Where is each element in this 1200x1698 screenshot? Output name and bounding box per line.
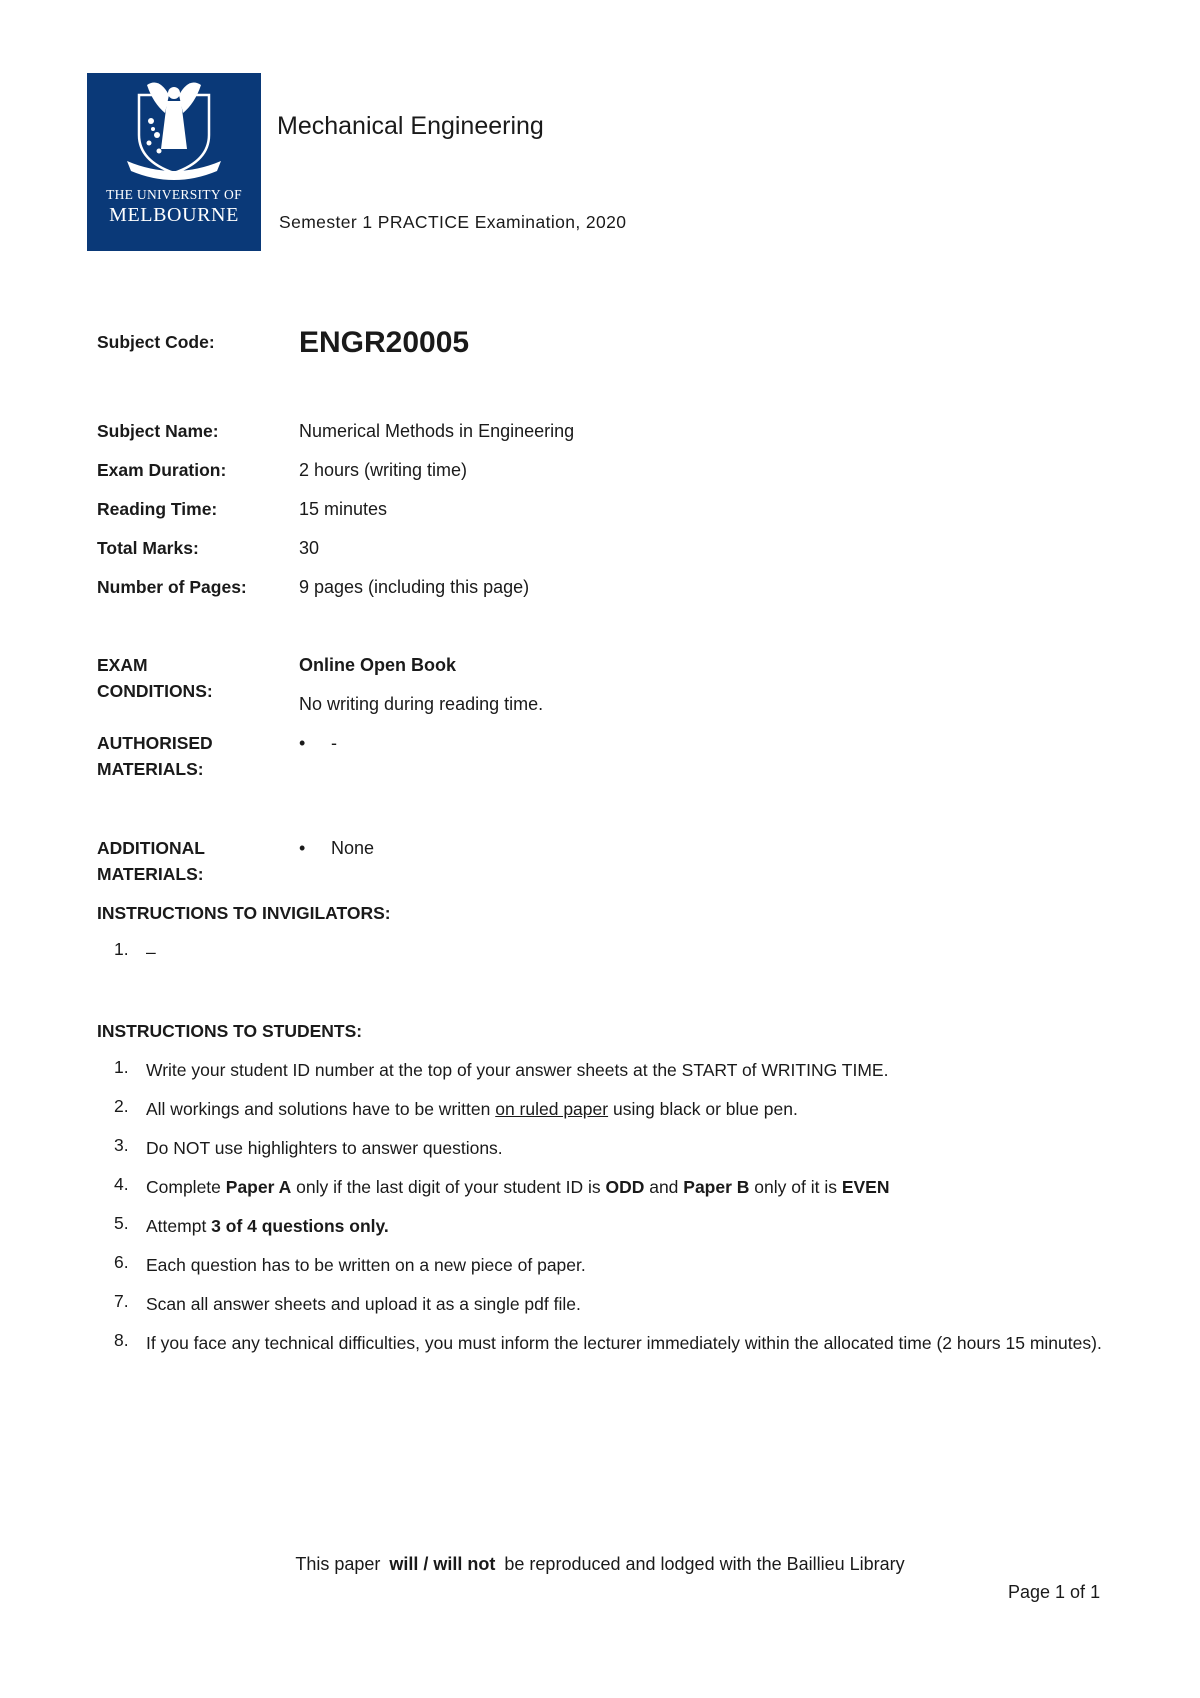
authorised-materials-item bbox=[299, 730, 337, 756]
student-item-number: 2. bbox=[114, 1096, 129, 1116]
additional-materials-label-line1: ADDITIONAL bbox=[97, 838, 205, 858]
authorised-materials-label-line1: AUTHORISED bbox=[97, 733, 213, 753]
exam-conditions-value: Online Open Book bbox=[299, 655, 457, 675]
instruction-text: If you face any technical difficulties, you must inform the lecturer immediately within the allocated time (2 hours 15 minutes). bbox=[146, 1333, 1102, 1353]
student-item-number: 1. bbox=[114, 1057, 129, 1077]
instruction-text: Complete bbox=[146, 1177, 226, 1197]
student-instruction-3 bbox=[146, 1135, 1111, 1161]
instruction-text: Each question has to be written on a new piece of paper. bbox=[146, 1255, 586, 1275]
number-of-pages-value: 9 pages (including this page) bbox=[299, 577, 530, 597]
invigilator-item-number: 1. bbox=[114, 939, 129, 959]
subject-code-label: Subject Code: bbox=[97, 332, 215, 352]
additional-materials-item bbox=[299, 835, 374, 861]
student-instruction-4 bbox=[146, 1174, 1111, 1200]
number-of-pages-label: Number of Pages: bbox=[97, 577, 247, 597]
student-item-number: 7. bbox=[114, 1291, 129, 1311]
subject-name-value: Numerical Methods in Engineering bbox=[299, 421, 575, 441]
student-item-number: 5. bbox=[114, 1213, 129, 1233]
student-item-number: 3. bbox=[114, 1135, 129, 1155]
instruction-text: only of it is bbox=[749, 1177, 842, 1197]
total-marks-value: 30 bbox=[299, 538, 320, 558]
instruction-underlined: on ruled paper bbox=[495, 1099, 609, 1119]
instruction-text: only if the last digit of your student ID is bbox=[291, 1177, 606, 1197]
student-item-number: 4. bbox=[114, 1174, 129, 1194]
subject-code-value: ENGR20005 bbox=[299, 326, 470, 359]
instruction-bold: Paper B bbox=[683, 1177, 750, 1197]
exam-conditions-note: No writing during reading time. bbox=[299, 694, 544, 714]
student-instruction-5 bbox=[146, 1213, 1111, 1239]
exam-title: Semester 1 PRACTICE Examination, 2020 bbox=[279, 212, 627, 232]
instruction-text: using black or blue pen. bbox=[608, 1099, 798, 1119]
instruction-bold: 3 of 4 questions only. bbox=[211, 1216, 389, 1236]
exam-conditions-label-line1: EXAM bbox=[97, 655, 148, 675]
student-instruction-2 bbox=[146, 1096, 1111, 1122]
exam-conditions-label-line2: CONDITIONS: bbox=[97, 681, 213, 701]
invigilator-item-text: – bbox=[146, 942, 156, 962]
reading-time-value: 15 minutes bbox=[299, 499, 388, 519]
additional-materials-label-line2: MATERIALS: bbox=[97, 864, 204, 884]
reading-time-label: Reading Time: bbox=[97, 499, 218, 519]
logo-text-line1: THE UNIVERSITY OF bbox=[106, 187, 242, 202]
instruction-text: Attempt bbox=[146, 1216, 212, 1236]
exam-duration-value: 2 hours (writing time) bbox=[299, 460, 468, 480]
total-marks-label: Total Marks: bbox=[97, 538, 199, 558]
instruction-bold: Paper A bbox=[225, 1177, 292, 1197]
instruction-bold: EVEN bbox=[841, 1177, 890, 1197]
footer-note bbox=[0, 1554, 1200, 1575]
footer-bold: will / will not bbox=[389, 1554, 496, 1574]
subject-name-label: Subject Name: bbox=[97, 421, 219, 441]
instruction-text: Do NOT use highlighters to answer questions. bbox=[146, 1138, 503, 1158]
authorised-materials-text: - bbox=[331, 733, 337, 753]
student-item-number: 6. bbox=[114, 1252, 129, 1272]
instruction-text: Scan all answer sheets and upload it as a single pdf file. bbox=[146, 1294, 581, 1314]
student-instruction-7 bbox=[146, 1291, 1111, 1317]
instruction-bold: ODD bbox=[605, 1177, 645, 1197]
bullet-icon: • bbox=[299, 838, 306, 858]
instruction-text: All workings and solutions have to be written bbox=[146, 1099, 496, 1119]
students-heading: INSTRUCTIONS TO STUDENTS: bbox=[97, 1021, 363, 1041]
footer-text: This paper bbox=[295, 1554, 381, 1574]
department-title: Mechanical Engineering bbox=[277, 112, 544, 140]
student-instruction-8 bbox=[146, 1330, 1111, 1356]
student-instruction-6 bbox=[146, 1252, 1111, 1278]
university-logo bbox=[87, 73, 261, 251]
instruction-text: Write your student ID number at the top of your answer sheets at the START of WRITING TIME. bbox=[146, 1060, 889, 1080]
instruction-text: and bbox=[644, 1177, 684, 1197]
invigilators-heading: INSTRUCTIONS TO INVIGILATORS: bbox=[97, 903, 391, 923]
bullet-icon: • bbox=[299, 733, 306, 753]
crest-icon bbox=[87, 73, 261, 185]
page-number: Page 1 of 1 bbox=[1008, 1582, 1101, 1602]
authorised-materials-label-line2: MATERIALS: bbox=[97, 759, 204, 779]
exam-duration-label: Exam Duration: bbox=[97, 460, 227, 480]
logo-text-line2: MELBOURNE bbox=[109, 204, 239, 226]
additional-materials-text: None bbox=[331, 838, 375, 858]
student-instruction-1 bbox=[146, 1057, 1111, 1083]
student-item-number: 8. bbox=[114, 1330, 129, 1350]
footer-text: be reproduced and lodged with the Baillieu Library bbox=[504, 1554, 905, 1574]
